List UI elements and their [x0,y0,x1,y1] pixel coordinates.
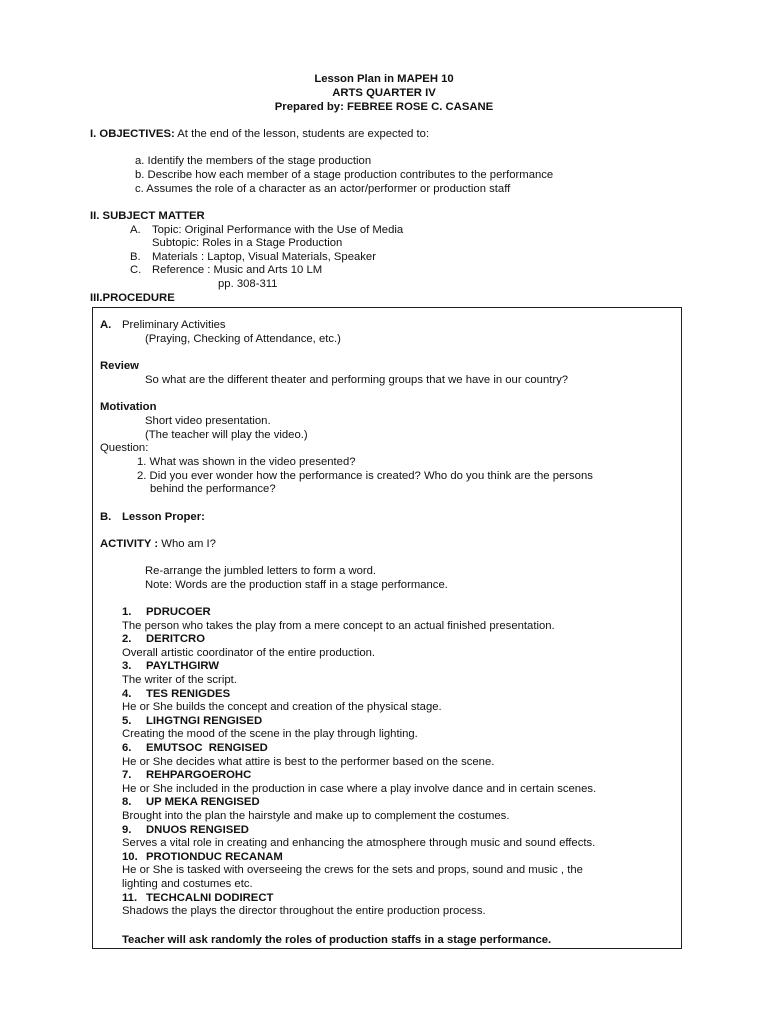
subtopic-text: Subtopic: Roles in a Stage Production [152,237,343,249]
jumbled-word-item [122,824,249,838]
jumbled-word: REHPARGOEROHC [146,769,252,782]
jumbled-word: DNUOS RENGISED [146,823,249,836]
role-description: He or She is tasked with overseeing the crews for the sets and props, sound and music , the [122,864,583,877]
materials-label: B. [130,251,141,263]
jumbled-word-item [122,742,268,756]
objectives-heading: I. OBJECTIVES: [90,128,175,140]
item-number: 3. [122,660,132,673]
item-number: 8. [122,796,132,809]
item-number: 4. [122,687,132,700]
doc-author: Prepared by: FEBREE ROSE C. CASANE [274,101,494,113]
motivation-line2: (The teacher will play the video.) [145,429,308,441]
doc-title: Lesson Plan in MAPEH 10 [314,73,454,85]
jumbled-word-item [122,796,260,810]
activity-line [100,538,216,552]
jumbled-word-item [122,688,230,702]
review-heading: Review [100,360,139,372]
item-number: 11. [122,891,138,904]
question-2-cont: behind the performance? [150,483,276,495]
preliminary-label: A. [100,319,112,331]
motivation-heading: Motivation [100,401,157,413]
role-description: The writer of the script. [122,674,237,686]
jumbled-word: PROTIONDUC RECANAM [146,850,283,863]
jumbled-word-item [122,660,219,674]
item-number: 10. [122,850,138,863]
motivation-line1: Short video presentation. [145,415,271,427]
objective-c: c. Assumes the role of a character as an actor/performer or production staff [135,183,511,195]
role-description: The person who takes the play from a mere concept to an actual finished presentation. [122,619,555,632]
role-description: lighting and costumes etc. [122,878,253,890]
question-1: 1. What was shown in the video presented? [137,456,356,468]
jumbled-word: EMUTSOC RENGISED [146,742,268,754]
review-text: So what are the different theater and performing groups that we have in our country? [145,374,569,386]
objective-a: a. Identify the members of the stage production [135,155,372,167]
preliminary-title: Preliminary Activities [122,319,226,331]
materials-text: Materials : Laptop, Visual Materials, Speaker [152,251,376,263]
jumbled-word-item [122,606,211,620]
jumbled-word-item [122,633,205,647]
role-description: He or She builds the concept and creation of the physical stage. [122,701,442,714]
item-number: 6. [122,742,132,754]
preliminary-detail: (Praying, Checking of Attendance, etc.) [145,333,341,345]
closing-note: Teacher will ask randomly the roles of production staffs in a stage performance. [122,934,552,946]
question-2: 2. Did you ever wonder how the performance is created? Who do you think are the persons [137,470,593,482]
jumbled-word: DERITCRO [146,633,205,646]
objectives-intro: At the end of the lesson, students are expected to: [174,128,430,140]
role-description: Creating the mood of the scene in the play through lighting. [122,728,418,741]
item-number: 5. [122,714,132,727]
doc-quarter: ARTS QUARTER IV [332,87,436,99]
reference-label: C. [130,264,142,276]
jumbled-word-item [122,769,251,783]
reference-pages: pp. 308-311 [218,278,278,290]
role-description: Brought into the plan the hairstyle and make up to complement the costumes. [122,810,510,822]
item-number: 7. [122,769,132,782]
instruction-2: Note: Words are the production staff in a stage performance. [145,579,448,591]
jumbled-word-item [122,715,262,729]
item-number: 1. [122,606,132,618]
subject-matter-heading: II. SUBJECT MATTER [90,210,205,222]
jumbled-word: TES RENIGDES [146,687,231,700]
jumbled-word-item [122,851,283,865]
item-number: 2. [122,633,132,646]
role-description: Serves a vital role in creating and enhancing the atmosphere through music and sound effects. [122,837,596,850]
activity-label: ACTIVITY : [100,538,159,550]
role-description: He or She included in the production in case where a play involve dance and in certain scenes. [122,782,597,795]
topic-text: Topic: Original Performance with the Use of Media [152,224,404,236]
lesson-proper-title: Lesson Proper: [122,511,205,523]
question-label: Question: [100,442,149,454]
role-description: Overall artistic coordinator of the entire production. [122,646,376,659]
jumbled-word: LIHGTNGI RENGISED [146,714,263,727]
activity-title: Who am I? [158,538,216,550]
lesson-proper-label: B. [100,511,112,523]
role-description: He or She decides what attire is best to the performer based on the scene. [122,755,495,768]
procedure-heading: III.PROCEDURE [90,292,175,304]
jumbled-word: TECHCALNI DODIRECT [146,891,274,904]
item-number: 9. [122,823,132,836]
objective-b: b. Describe how each member of a stage production contributes to the performance [135,169,554,181]
jumbled-word: PDRUCOER [146,606,211,618]
reference-text: Reference : Music and Arts 10 LM [152,264,323,276]
role-description: Shadows the plays the director throughout the entire production process. [122,905,486,918]
jumbled-word: PAYLTHGIRW [146,660,220,673]
jumbled-word-item [122,892,273,906]
instruction-1: Re-arrange the jumbled letters to form a word. [145,565,377,577]
topic-label: A. [130,224,141,236]
objectives-line [90,128,429,142]
jumbled-word: UP MEKA RENGISED [146,796,260,809]
